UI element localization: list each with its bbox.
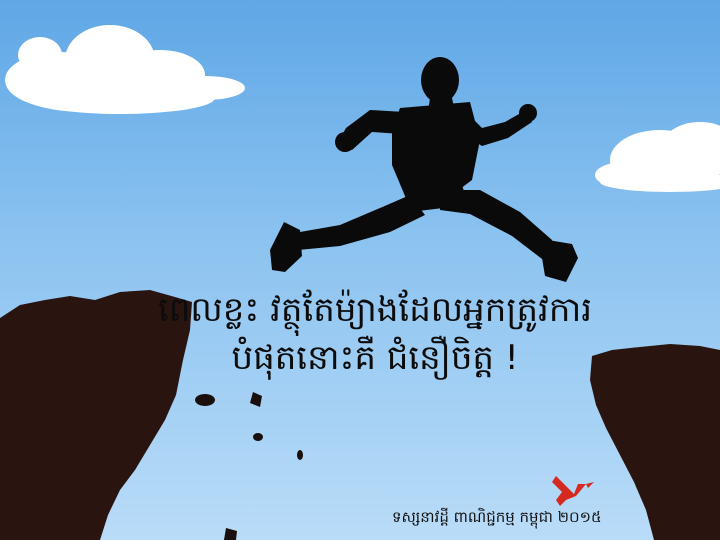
cloud-right [595, 122, 720, 192]
quote-line-1: ពេលខ្លះ វត្ថុតែម៉្យាងដែលអ្នកត្រូវការ [158, 290, 592, 330]
jumping-man-silhouette [270, 57, 578, 282]
quote-line-2: បំផុតនោះគឺ ជំនឿចិត្ត ! [231, 338, 519, 378]
bird-logo-icon [552, 476, 594, 506]
cloud-left [5, 25, 245, 114]
footer-credit: ទស្សនាវដ្តី ពាណិជ្ជកម្ម កម្ពុជា ២០១៥ [392, 508, 602, 526]
falling-rocks [195, 392, 303, 540]
